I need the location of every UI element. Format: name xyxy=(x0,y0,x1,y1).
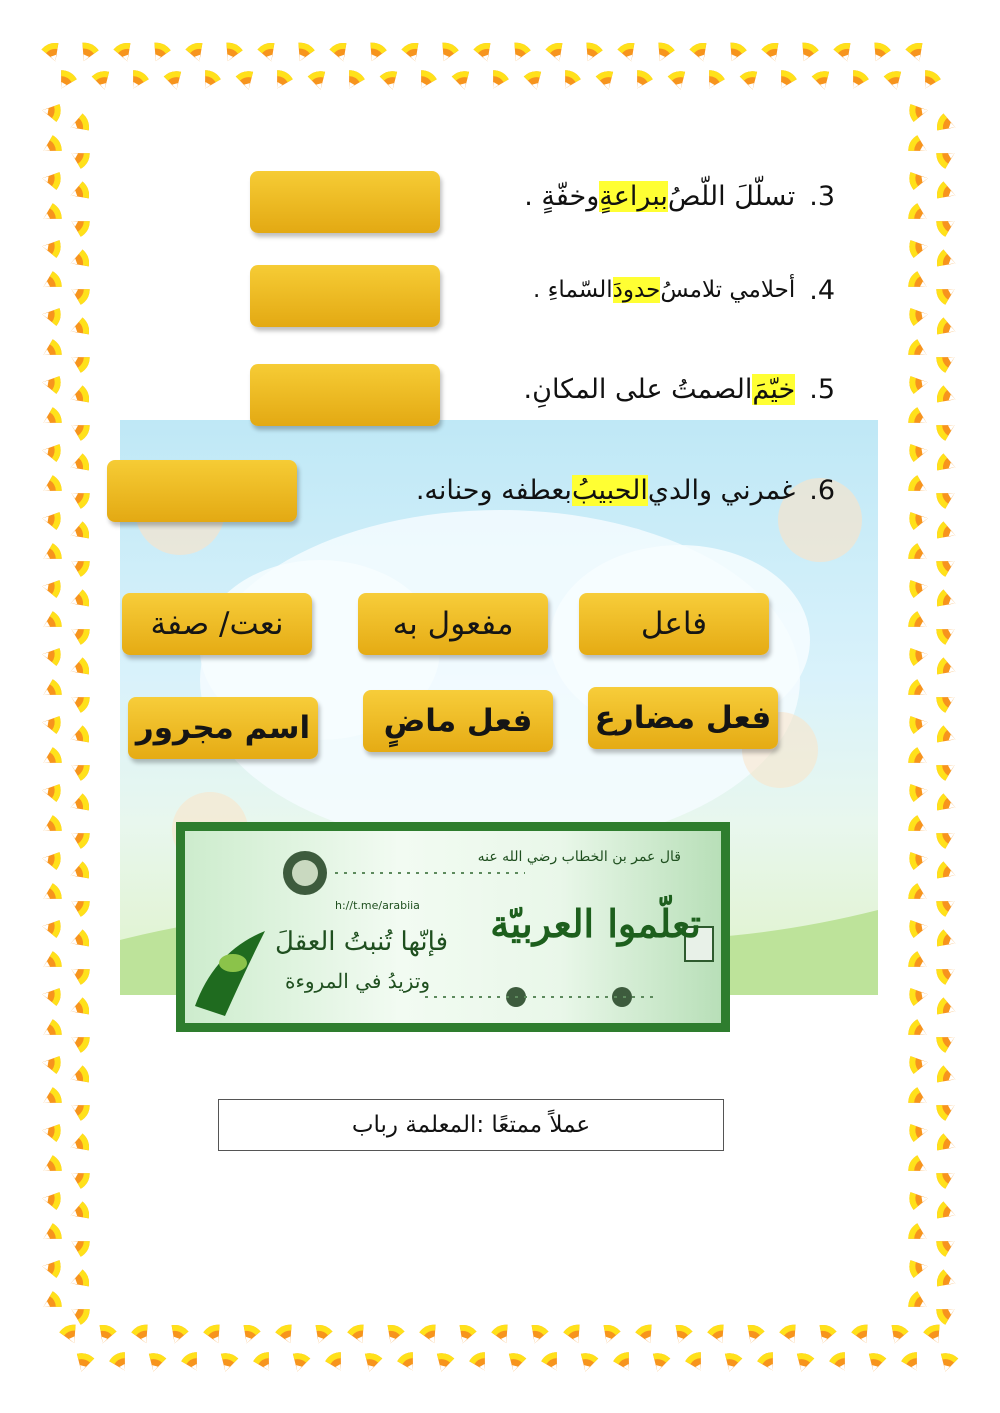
candy-corn-icon xyxy=(937,1351,959,1374)
candy-corn-icon xyxy=(908,1121,929,1142)
candy-corn-icon xyxy=(773,68,798,93)
candy-corn-icon xyxy=(652,40,676,64)
candy-corn-icon xyxy=(39,270,64,295)
candy-corn-icon xyxy=(364,40,388,64)
candy-corn-icon xyxy=(67,145,92,170)
candy-corn-icon xyxy=(269,68,294,93)
sentence-text: أحلامي تلامسُ xyxy=(660,277,796,303)
candy-corn-icon xyxy=(39,338,64,363)
candy-corn-icon xyxy=(67,1165,92,1190)
candy-corn-icon xyxy=(908,645,929,666)
candy-corn-icon xyxy=(41,645,62,666)
candy-corn-icon xyxy=(629,68,654,93)
candy-corn-icon xyxy=(545,41,568,65)
candy-corn-icon xyxy=(485,68,510,93)
candy-corn-icon xyxy=(113,41,136,65)
candy-corn-icon xyxy=(684,1350,709,1375)
candy-corn-icon xyxy=(180,1350,205,1375)
candy-corn-icon xyxy=(935,1201,959,1224)
candy-corn-icon xyxy=(865,1351,887,1374)
candy-corn-icon xyxy=(39,474,64,499)
candy-corn-icon xyxy=(361,1351,383,1374)
candy-corn-icon xyxy=(756,1350,781,1375)
candy-corn-icon xyxy=(166,1323,189,1347)
candy-corn-icon xyxy=(724,40,748,64)
sentence-text: غمرني والدي xyxy=(647,474,796,506)
candy-corn-icon xyxy=(68,1269,92,1292)
candy-corn-icon xyxy=(908,441,929,462)
candy-corn-icon xyxy=(39,1290,64,1315)
candy-corn-icon xyxy=(238,1323,261,1347)
highlighted-word: ببراعةٍ xyxy=(599,180,668,212)
candy-corn-icon xyxy=(68,113,92,136)
candy-corn-icon xyxy=(39,134,64,159)
candy-corn-icon xyxy=(41,849,62,870)
candy-corn-icon xyxy=(41,917,62,938)
candy-corn-icon xyxy=(67,553,92,578)
candy-corn-icon xyxy=(39,814,64,839)
candy-corn-icon xyxy=(908,373,929,394)
candy-corn-icon xyxy=(934,689,959,714)
candy-corn-icon xyxy=(934,1029,959,1054)
candy-corn-icon xyxy=(68,589,92,612)
candy-corn-icon xyxy=(307,69,329,92)
sentence-text: السّماءِ . xyxy=(533,277,613,303)
candy-corn-icon xyxy=(689,41,712,65)
candy-corn-icon xyxy=(906,1222,931,1247)
candy-corn-icon xyxy=(557,68,582,93)
candy-corn-icon xyxy=(145,1351,167,1374)
candy-corn-icon xyxy=(68,453,92,476)
candy-corn-icon xyxy=(908,1257,929,1278)
answer-box-6[interactable] xyxy=(107,460,297,522)
banner-panel xyxy=(185,831,721,1023)
candy-corn-icon xyxy=(68,385,92,408)
candy-corn-icon xyxy=(68,181,92,204)
candy-corn-icon xyxy=(828,1350,853,1375)
candy-corn-icon xyxy=(41,713,62,734)
candy-corn-icon xyxy=(934,1233,959,1258)
candy-corn-icon xyxy=(67,757,92,782)
candy-corn-icon xyxy=(833,41,856,65)
candy-corn-icon xyxy=(908,169,929,190)
candy-corn-icon xyxy=(39,1018,64,1043)
sentence-4 xyxy=(533,265,835,315)
candy-corn-icon xyxy=(41,781,62,802)
candy-corn-icon xyxy=(649,1351,671,1374)
candy-corn-icon xyxy=(292,40,316,64)
candy-corn-icon xyxy=(845,68,870,93)
highlighted-word: الحبيبُ xyxy=(571,474,648,506)
candy-corn-icon xyxy=(396,1350,421,1375)
candy-corn-icon xyxy=(934,213,959,238)
candy-corn-icon xyxy=(935,453,959,476)
sentence-text: تسلّلَ اللّصُ xyxy=(667,180,796,212)
candy-corn-icon xyxy=(908,577,929,598)
word-tile-past-verb[interactable]: فعل ماضٍ xyxy=(363,690,553,752)
candy-corn-icon xyxy=(935,113,959,136)
candy-corn-icon xyxy=(908,237,929,258)
candy-corn-icon xyxy=(67,1301,92,1326)
candy-corn-icon xyxy=(906,950,931,975)
candy-corn-icon xyxy=(324,1350,349,1375)
candy-corn-icon xyxy=(934,145,959,170)
sentence-text: بعطفه وحنانه. xyxy=(415,474,572,506)
candy-corn-icon xyxy=(39,746,64,771)
teacher-signature: عملاً ممتعًا :المعلمة رباب xyxy=(218,1099,724,1151)
candy-corn-icon xyxy=(217,1351,239,1374)
candy-corn-icon xyxy=(39,202,64,227)
sentence-3 xyxy=(524,171,835,221)
candy-corn-icon xyxy=(68,249,92,272)
candy-corn-icon xyxy=(68,1201,92,1224)
candy-corn-icon xyxy=(934,281,959,306)
candy-corn-icon xyxy=(274,1322,298,1346)
candy-corn-icon xyxy=(68,521,92,544)
candy-corn-icon xyxy=(934,349,959,374)
candy-corn-icon xyxy=(148,40,172,64)
candy-corn-icon xyxy=(850,1322,874,1346)
candy-corn-icon xyxy=(39,1222,64,1247)
candy-corn-icon xyxy=(41,441,62,462)
candy-corn-icon xyxy=(900,1350,925,1375)
candy-corn-icon xyxy=(454,1323,477,1347)
candy-corn-icon xyxy=(908,101,929,122)
candy-corn-icon xyxy=(540,1350,565,1375)
candy-corn-icon xyxy=(935,929,959,952)
candy-corn-icon xyxy=(130,1322,154,1346)
candy-corn-icon xyxy=(39,678,64,703)
highlighted-word: خيّمَ xyxy=(752,373,796,405)
candy-corn-icon xyxy=(721,1351,743,1374)
candy-corn-icon xyxy=(906,474,931,499)
candy-corn-icon xyxy=(39,406,64,431)
candy-corn-icon xyxy=(908,985,929,1006)
candy-corn-icon xyxy=(68,793,92,816)
candy-corn-icon xyxy=(41,1189,62,1210)
candy-corn-icon xyxy=(163,69,185,92)
candy-corn-icon xyxy=(490,1322,514,1346)
candy-corn-icon xyxy=(41,373,62,394)
candy-corn-icon xyxy=(41,1257,62,1278)
candy-corn-icon xyxy=(41,237,62,258)
candy-corn-icon xyxy=(108,1350,133,1375)
candy-corn-icon xyxy=(883,69,905,92)
candy-corn-icon xyxy=(68,997,92,1020)
candy-corn-icon xyxy=(73,1351,95,1374)
candy-corn-icon xyxy=(68,861,92,884)
candy-corn-icon xyxy=(761,41,784,65)
candy-corn-icon xyxy=(39,950,64,975)
candy-corn-icon xyxy=(796,40,820,64)
candy-corn-icon xyxy=(814,1323,837,1347)
candy-corn-icon xyxy=(906,678,931,703)
candy-corn-icon xyxy=(934,1301,959,1326)
candy-corn-icon xyxy=(67,1029,92,1054)
candy-corn-icon xyxy=(793,1351,815,1374)
answer-box-4[interactable] xyxy=(250,265,440,327)
candy-corn-icon xyxy=(310,1323,333,1347)
candy-corn-icon xyxy=(935,997,959,1020)
candy-corn-icon xyxy=(701,68,726,93)
word-tile-adjective[interactable]: نعت/ صفة xyxy=(122,593,312,655)
candy-corn-icon xyxy=(577,1351,599,1374)
candy-corn-icon xyxy=(917,68,942,93)
candy-corn-icon xyxy=(935,1065,959,1088)
candy-corn-icon xyxy=(39,610,64,635)
candy-corn-icon xyxy=(598,1323,621,1347)
candy-corn-icon xyxy=(906,1154,931,1179)
candy-corn-icon xyxy=(934,417,959,442)
candy-corn-icon xyxy=(68,929,92,952)
candy-corn-icon xyxy=(935,861,959,884)
candy-corn-icon xyxy=(401,41,424,65)
candy-corn-icon xyxy=(67,213,92,238)
candy-corn-icon xyxy=(329,41,352,65)
candy-corn-icon xyxy=(346,1322,370,1346)
candy-corn-icon xyxy=(922,1322,946,1346)
candy-corn-icon xyxy=(202,1322,226,1346)
banner-line-2: وتزيدُ في المروءة xyxy=(285,969,431,993)
candy-corn-icon xyxy=(53,68,78,93)
candy-corn-icon xyxy=(908,305,929,326)
candy-corn-icon xyxy=(526,1323,549,1347)
candy-corn-icon xyxy=(68,725,92,748)
candy-corn-icon xyxy=(906,882,931,907)
candy-corn-icon xyxy=(41,305,62,326)
candy-corn-icon xyxy=(908,1053,929,1074)
candy-corn-icon xyxy=(935,181,959,204)
candy-corn-icon xyxy=(739,69,761,92)
candy-corn-icon xyxy=(41,169,62,190)
word-tile-subject[interactable]: فاعل xyxy=(579,593,769,655)
candy-corn-icon xyxy=(41,1121,62,1142)
candy-corn-icon xyxy=(670,1323,693,1347)
candy-corn-icon xyxy=(67,1233,92,1258)
candy-corn-icon xyxy=(868,40,892,64)
candy-corn-icon xyxy=(934,485,959,510)
candy-corn-icon xyxy=(67,825,92,850)
candy-corn-icon xyxy=(185,41,208,65)
candy-corn-icon xyxy=(41,41,64,65)
candy-corn-icon xyxy=(612,1350,637,1375)
banner-line-1: فإنّها تُنبتُ العقلَ xyxy=(275,927,449,957)
candy-corn-icon xyxy=(906,134,931,159)
candy-corn-icon xyxy=(906,338,931,363)
candy-corn-icon xyxy=(562,1322,586,1346)
candy-corn-icon xyxy=(935,1133,959,1156)
candy-corn-icon xyxy=(908,781,929,802)
candy-corn-icon xyxy=(908,917,929,938)
candy-corn-icon xyxy=(908,713,929,734)
sentence-number: 6. xyxy=(809,474,835,506)
candy-corn-icon xyxy=(505,1351,527,1374)
candy-corn-icon xyxy=(67,485,92,510)
candy-corn-icon xyxy=(39,882,64,907)
candy-corn-icon xyxy=(934,1097,959,1122)
candy-corn-icon xyxy=(76,40,100,64)
candy-corn-icon xyxy=(68,657,92,680)
candy-corn-icon xyxy=(908,849,929,870)
candy-corn-icon xyxy=(934,621,959,646)
word-tile-present-verb[interactable]: فعل مضارع xyxy=(588,687,778,749)
word-tile-genitive-noun[interactable]: اسم مجرور xyxy=(128,697,318,759)
candy-corn-icon xyxy=(935,657,959,680)
candy-corn-icon xyxy=(257,41,280,65)
candy-corn-icon xyxy=(67,417,92,442)
candy-corn-icon xyxy=(41,577,62,598)
candy-corn-icon xyxy=(935,793,959,816)
candy-corn-icon xyxy=(197,68,222,93)
candy-corn-icon xyxy=(886,1323,909,1347)
candy-corn-icon xyxy=(341,68,366,93)
candy-corn-icon xyxy=(39,1154,64,1179)
candy-corn-icon xyxy=(906,610,931,635)
candy-corn-icon xyxy=(935,249,959,272)
answer-box-3[interactable] xyxy=(250,171,440,233)
candy-corn-icon xyxy=(58,1322,82,1346)
sentence-6 xyxy=(416,465,835,515)
banner-headline: تعلّموا العربيّة xyxy=(490,901,701,946)
candy-corn-icon xyxy=(934,553,959,578)
candy-corn-icon xyxy=(934,757,959,782)
candy-corn-icon xyxy=(906,406,931,431)
word-tile-object[interactable]: مفعول به xyxy=(358,593,548,655)
candy-corn-icon xyxy=(68,1133,92,1156)
candy-corn-icon xyxy=(934,825,959,850)
candy-corn-icon xyxy=(935,1269,959,1292)
candy-corn-icon xyxy=(935,521,959,544)
candy-corn-icon xyxy=(68,1065,92,1088)
candy-corn-icon xyxy=(580,40,604,64)
candy-corn-icon xyxy=(41,985,62,1006)
sentence-5 xyxy=(524,364,835,414)
candy-corn-icon xyxy=(220,40,244,64)
candy-corn-icon xyxy=(473,41,496,65)
candy-corn-icon xyxy=(742,1323,765,1347)
candy-corn-icon xyxy=(67,961,92,986)
candy-corn-icon xyxy=(906,1290,931,1315)
candy-corn-icon xyxy=(252,1350,277,1375)
candy-corn-icon xyxy=(67,689,92,714)
candy-corn-icon xyxy=(906,542,931,567)
candy-corn-icon xyxy=(68,317,92,340)
candy-corn-icon xyxy=(906,270,931,295)
candy-corn-icon xyxy=(468,1350,493,1375)
calligraphy-banner xyxy=(176,822,730,1032)
candy-corn-icon xyxy=(418,1322,442,1346)
candy-corn-icon xyxy=(617,41,640,65)
banner-link: h://t.me/arabiia xyxy=(335,899,420,912)
candy-corn-icon xyxy=(41,101,62,122)
candy-corn-icon xyxy=(934,1165,959,1190)
candy-corn-icon xyxy=(41,509,62,530)
candy-corn-icon xyxy=(778,1322,802,1346)
banner-quote-intro: قال عمر بن الخطاب رضي الله عنه xyxy=(477,849,681,865)
candy-corn-icon xyxy=(906,1018,931,1043)
candy-corn-icon xyxy=(289,1351,311,1374)
candy-corn-icon xyxy=(67,1097,92,1122)
candy-corn-icon xyxy=(67,621,92,646)
candy-corn-icon xyxy=(39,1086,64,1111)
candy-corn-icon xyxy=(935,589,959,612)
candy-corn-icon xyxy=(41,1053,62,1074)
candy-corn-icon xyxy=(906,746,931,771)
candy-corn-icon xyxy=(67,281,92,306)
candy-corn-icon xyxy=(94,1323,117,1347)
candy-corn-icon xyxy=(523,69,545,92)
highlighted-word: حدودَ xyxy=(612,277,661,303)
candy-corn-icon xyxy=(935,317,959,340)
candy-corn-icon xyxy=(934,961,959,986)
candy-corn-icon xyxy=(908,509,929,530)
candy-corn-icon xyxy=(67,893,92,918)
candy-corn-icon xyxy=(906,202,931,227)
candy-corn-icon xyxy=(379,69,401,92)
sentence-text: وخفّةٍ . xyxy=(524,180,600,212)
candy-corn-icon xyxy=(906,1086,931,1111)
candy-corn-icon xyxy=(905,41,928,65)
candy-corn-icon xyxy=(706,1322,730,1346)
sentence-number: 4. xyxy=(809,274,835,306)
answer-box-5[interactable] xyxy=(250,364,440,426)
sentence-number: 3. xyxy=(809,180,835,212)
candy-corn-icon xyxy=(906,814,931,839)
candy-corn-icon xyxy=(91,69,113,92)
candy-corn-icon xyxy=(382,1323,405,1347)
candy-corn-icon xyxy=(436,40,460,64)
sentence-number: 5. xyxy=(809,373,835,405)
candy-corn-icon xyxy=(67,349,92,374)
candy-corn-icon xyxy=(235,69,257,92)
candy-corn-icon xyxy=(39,542,64,567)
candy-corn-icon xyxy=(125,68,150,93)
candy-corn-icon xyxy=(811,69,833,92)
candy-corn-icon xyxy=(935,385,959,408)
candy-corn-icon xyxy=(595,69,617,92)
candy-corn-icon xyxy=(508,40,532,64)
candy-corn-icon xyxy=(908,1189,929,1210)
candy-corn-icon xyxy=(451,69,473,92)
candy-corn-icon xyxy=(433,1351,455,1374)
candy-corn-icon xyxy=(935,725,959,748)
candy-corn-icon xyxy=(634,1322,658,1346)
candy-corn-icon xyxy=(934,893,959,918)
candy-corn-icon xyxy=(667,69,689,92)
sentence-text: الصمتُ على المكانِ. xyxy=(523,373,753,405)
candy-corn-icon xyxy=(413,68,438,93)
